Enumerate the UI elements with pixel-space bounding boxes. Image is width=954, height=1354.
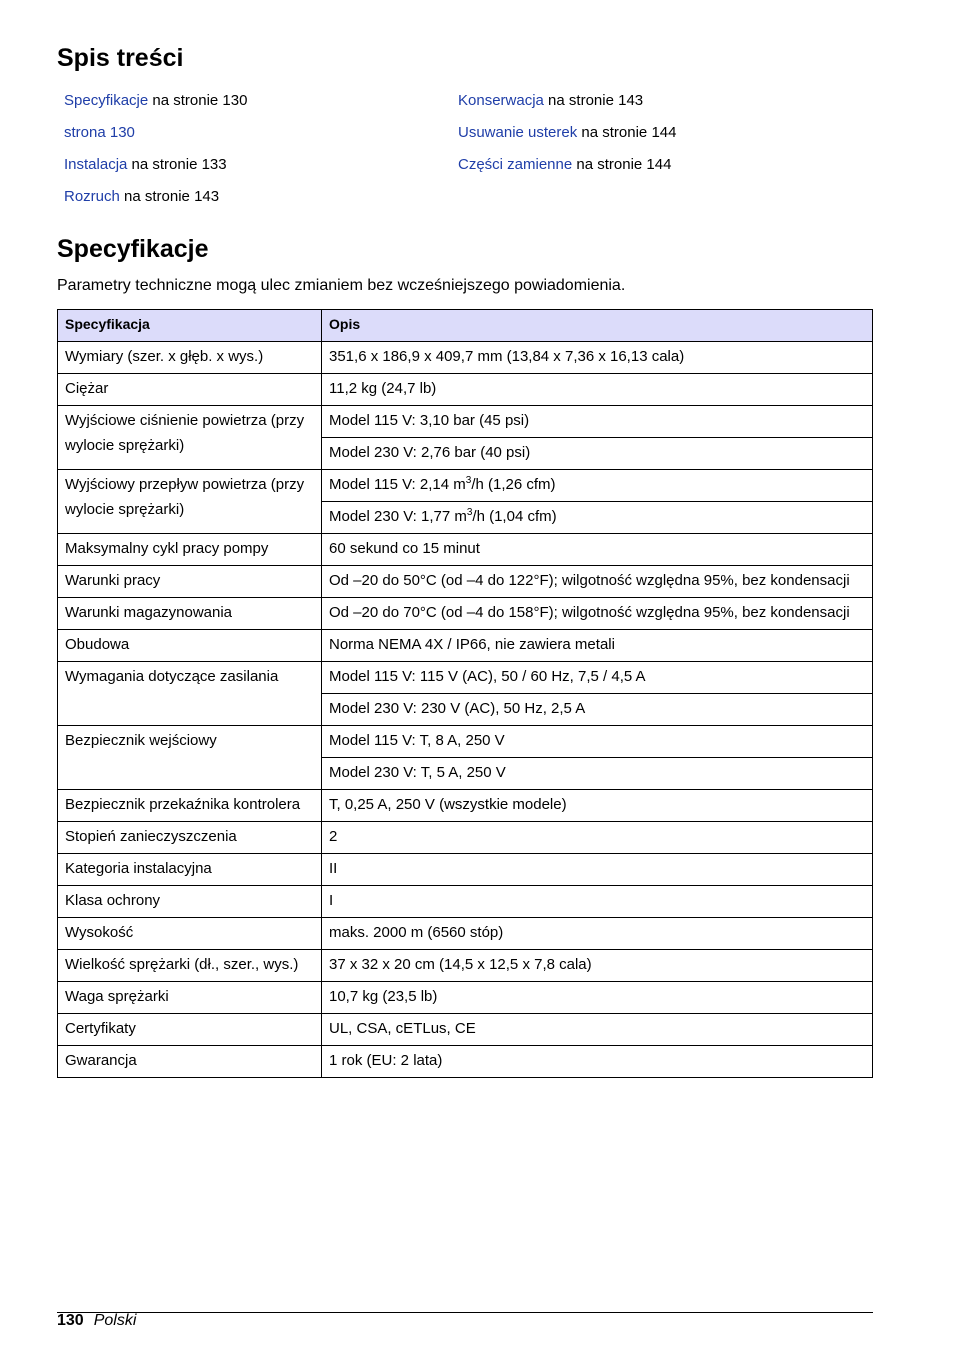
spec-name-cell: Warunki pracy — [58, 566, 322, 598]
toc-page-ref: na stronie 130 — [148, 92, 248, 109]
spec-value-cell: II — [322, 854, 873, 886]
spec-value-cell: Model 115 V: 2,14 $m^3/h$ (1,26 cfm) — [322, 470, 873, 502]
spec-value-cell: Model 230 V: 1,77 $m^3/h$ (1,04 cfm) — [322, 502, 873, 534]
header-spec: Specyfikacja — [58, 310, 322, 342]
toc-entry — [458, 120, 676, 152]
table-row — [58, 1014, 873, 1046]
spec-value-cell: 11,2 kg (24,7 lb) — [322, 374, 873, 406]
specifications-intro: Parametry techniczne mogą ulec zmianiem bez wcześniejszego powiadomienia. — [57, 277, 626, 294]
spec-value-cell: 1 rok (EU: 2 lata) — [322, 1046, 873, 1078]
table-row — [58, 406, 873, 438]
table-row — [58, 374, 873, 406]
toc-entry — [458, 88, 676, 120]
page-number: 130 — [57, 1312, 84, 1329]
table-row — [58, 342, 873, 374]
toc-page-ref: na stronie 144 — [577, 124, 677, 141]
spec-value-cell: UL, CSA, cETLus, CE — [322, 1014, 873, 1046]
table-row — [58, 598, 873, 630]
spec-name-cell: Waga sprężarki — [58, 982, 322, 1014]
footer — [57, 1312, 136, 1330]
table-row — [58, 886, 873, 918]
spec-name-cell: Ciężar — [58, 374, 322, 406]
toc-page-ref: na stronie 144 — [572, 156, 672, 173]
toc-entry — [64, 184, 247, 216]
spec-name-cell: Obudowa — [58, 630, 322, 662]
table-body — [58, 342, 873, 1078]
toc-link[interactable]: Części zamienne — [458, 156, 573, 173]
spec-name-cell: Certyfikaty — [58, 1014, 322, 1046]
spec-value-cell: 2 — [322, 822, 873, 854]
spec-value-cell: Od –20 do 50°C (od –4 do 122°F); wilgotność względna 95%, bez kondensacji — [322, 566, 873, 598]
spec-value-cell: 351,6 x 186,9 x 409,7 mm (13,84 x 7,36 x 16,13 cala) — [322, 342, 873, 374]
toc-entry — [64, 120, 247, 152]
spec-name-cell: Maksymalny cykl pracy pompy — [58, 534, 322, 566]
spec-name-cell: Wymiary (szer. x głęb. x wys.) — [58, 342, 322, 374]
spec-value-cell: Od –20 do 70°C (od –4 do 158°F); wilgotność względna 95%, bez kondensacji — [322, 598, 873, 630]
spec-value-cell: Model 115 V: 115 V (AC), 50 / 60 Hz, 7,5 / 4,5 A — [322, 662, 873, 694]
table-row — [58, 1046, 873, 1078]
specifications-table — [57, 309, 873, 1078]
table-row — [58, 726, 873, 758]
table-header-row — [58, 310, 873, 342]
header-description: Opis — [322, 310, 873, 342]
spec-name-cell: Warunki magazynowania — [58, 598, 322, 630]
toc-page-ref: na stronie 133 — [127, 156, 227, 173]
table-row — [58, 662, 873, 694]
footer-rule — [57, 1312, 873, 1313]
toc-link[interactable]: Usuwanie usterek — [458, 124, 578, 141]
toc-entry — [64, 88, 247, 120]
toc-link[interactable]: Rozruch — [64, 188, 120, 205]
table-row — [58, 822, 873, 854]
spec-name-cell: Bezpiecznik wejściowy — [58, 726, 322, 790]
toc-entry — [458, 152, 676, 184]
table-row — [58, 918, 873, 950]
toc-link[interactable]: strona 130 — [64, 124, 135, 141]
toc-page-ref: na stronie 143 — [543, 92, 644, 109]
spec-name-cell: Wyjściowe ciśnienie powietrza (przy wylocie sprężarki) — [58, 406, 322, 470]
toc-link[interactable]: Instalacja — [64, 156, 128, 173]
toc-title: Spis treści — [57, 44, 184, 72]
spec-value-cell: Model 230 V: 230 V (AC), 50 Hz, 2,5 A — [322, 694, 873, 726]
table-row — [58, 470, 873, 502]
spec-value-cell: 60 sekund co 15 minut — [322, 534, 873, 566]
spec-value-cell: T, 0,25 A, 250 V (wszystkie modele) — [322, 790, 873, 822]
spec-name-cell: Wysokość — [58, 918, 322, 950]
spec-name-cell: Bezpiecznik przekaźnika kontrolera — [58, 790, 322, 822]
footer-language: Polski — [93, 1312, 137, 1329]
table-row — [58, 790, 873, 822]
spec-value-cell: maks. 2000 m (6560 stóp) — [322, 918, 873, 950]
spec-value-cell: Model 115 V: 3,10 bar (45 psi) — [322, 406, 873, 438]
specifications-title: Specyfikacje — [57, 235, 209, 263]
spec-value-cell: Norma NEMA 4X / IP66, nie zawiera metali — [322, 630, 873, 662]
table-row — [58, 950, 873, 982]
spec-value-cell: Model 230 V: 2,76 bar (40 psi) — [322, 438, 873, 470]
table-row — [58, 854, 873, 886]
spec-name-cell: Wielkość sprężarki (dł., szer., wys.) — [58, 950, 322, 982]
table-row — [58, 534, 873, 566]
spec-value-cell: Model 230 V: T, 5 A, 250 V — [322, 758, 873, 790]
spec-name-cell: Wymagania dotyczące zasilania — [58, 662, 322, 726]
table-row — [58, 630, 873, 662]
spec-name-cell: Kategoria instalacyjna — [58, 854, 322, 886]
toc-column-left — [64, 88, 247, 216]
table-row — [58, 982, 873, 1014]
spec-value-cell: 10,7 kg (23,5 lb) — [322, 982, 873, 1014]
table-row — [58, 566, 873, 598]
spec-value-cell: Model 115 V: T, 8 A, 250 V — [322, 726, 873, 758]
spec-value-cell: I — [322, 886, 873, 918]
spec-value-cell: 37 x 32 x 20 cm (14,5 x 12,5 x 7,8 cala) — [322, 950, 873, 982]
spec-name-cell: Wyjściowy przepływ powietrza (przy wylocie sprężarki) — [58, 470, 322, 534]
toc-entry — [64, 152, 247, 184]
toc-column-right — [458, 88, 676, 184]
toc-link[interactable]: Specyfikacje — [64, 92, 149, 109]
spec-name-cell: Gwarancja — [58, 1046, 322, 1078]
toc-link[interactable]: Konserwacja — [458, 92, 544, 109]
spec-name-cell: Stopień zanieczyszczenia — [58, 822, 322, 854]
spec-name-cell: Klasa ochrony — [58, 886, 322, 918]
toc-page-ref: na stronie 143 — [119, 188, 220, 205]
